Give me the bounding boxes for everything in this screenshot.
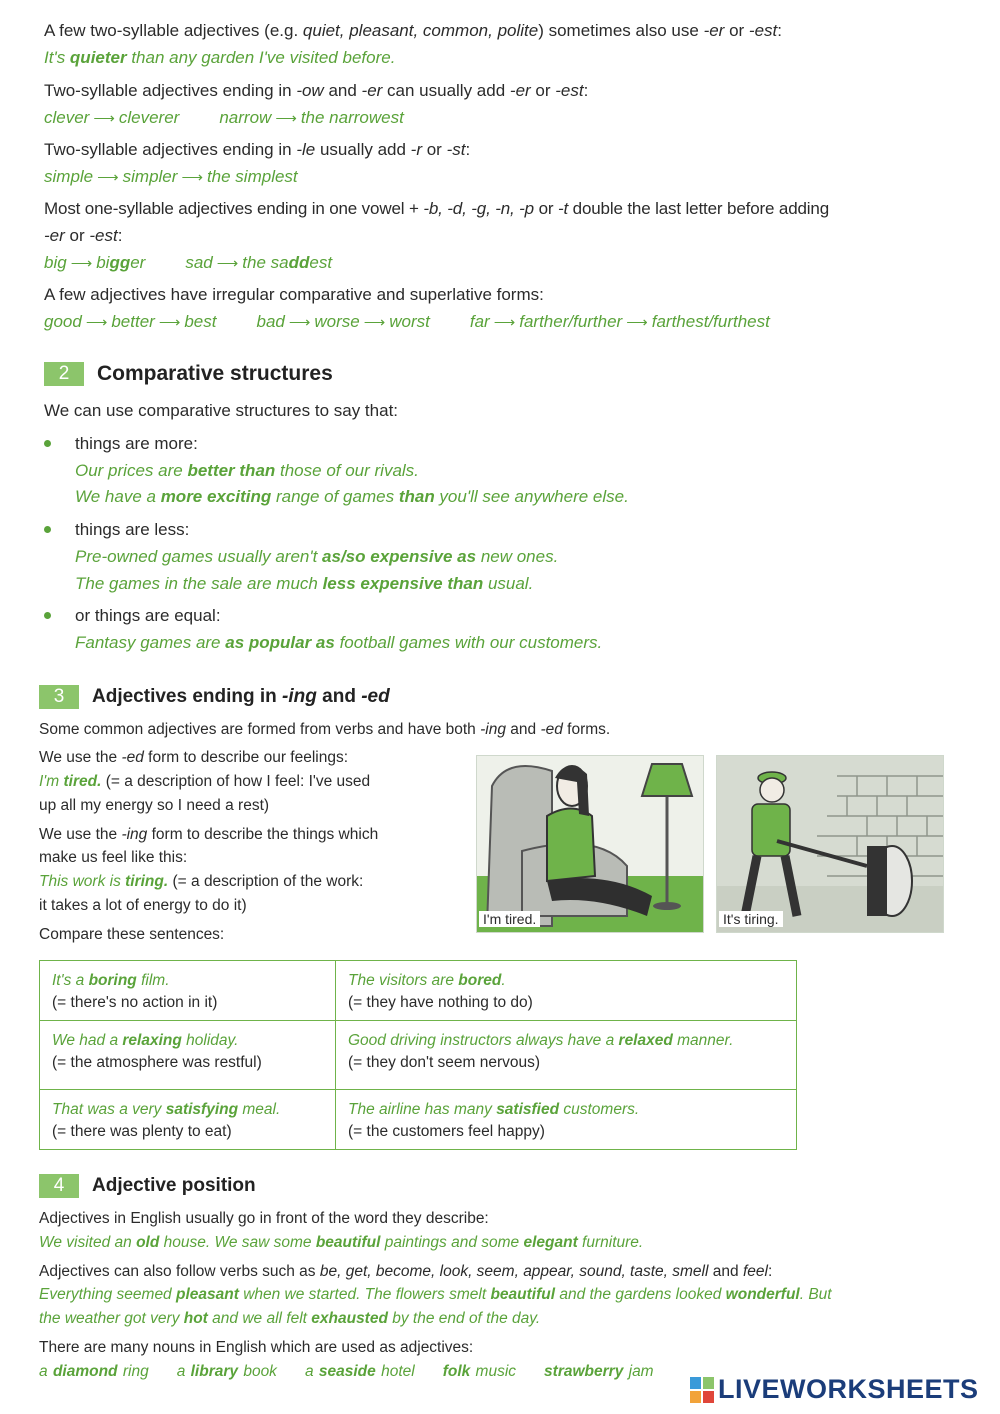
table-cell	[336, 1021, 797, 1090]
text: -est	[89, 226, 118, 245]
s3-tired-example	[39, 771, 370, 793]
example-quieter	[44, 47, 395, 69]
text: The airline has many	[348, 1101, 497, 1118]
rule-two-syllable	[44, 20, 782, 42]
example-as-expensive	[75, 546, 558, 568]
text: folk	[442, 1363, 471, 1380]
text: those of our rivals.	[275, 461, 419, 480]
arrow-icon: ⟶	[93, 110, 115, 127]
cell-explanation: (= there's no action in it)	[52, 994, 218, 1011]
text: We visited an	[39, 1234, 137, 1251]
text: :	[465, 140, 471, 159]
text: the weather got very	[39, 1310, 184, 1327]
bullet-icon	[44, 612, 51, 619]
text: -ed	[121, 749, 144, 766]
text: -t	[557, 199, 569, 218]
example-irregular	[44, 311, 770, 334]
text: form to describe our feelings:	[143, 749, 349, 766]
text: :	[117, 226, 123, 245]
arrow-icon: ⟶	[97, 169, 119, 186]
text: Most one-syllable adjectives ending in one vowel +	[44, 199, 424, 218]
text: jam	[623, 1363, 654, 1380]
text: That was a very	[52, 1101, 166, 1118]
arrow-icon: ⟶	[275, 110, 297, 127]
text: or	[422, 140, 447, 159]
text: and	[708, 1263, 743, 1280]
text: the narrowest	[300, 108, 404, 127]
table-row	[40, 961, 797, 1021]
text: est	[309, 253, 333, 272]
text: dd	[288, 253, 310, 272]
section-title: Comparative structures	[97, 362, 333, 385]
text: The games in the sale are much	[75, 574, 323, 593]
text: furniture.	[577, 1234, 644, 1251]
text: and we all felt	[207, 1310, 312, 1327]
text: -st	[446, 140, 466, 159]
example-noun-adjectives	[39, 1361, 654, 1383]
text: I'm	[39, 773, 64, 790]
text: Adjectives can also follow verbs such as	[39, 1263, 320, 1280]
cell-explanation: (= there was plenty to eat)	[52, 1123, 232, 1140]
text: This work is	[39, 873, 126, 890]
text: holiday.	[181, 1032, 239, 1049]
text: by the end of the day.	[387, 1310, 541, 1327]
liveworksheets-logo-icon	[690, 1377, 714, 1403]
s4-rule-front: Adjectives in English usually go in front of the word they describe:	[39, 1210, 489, 1227]
example-as-popular	[75, 632, 602, 654]
text: clever	[44, 108, 90, 127]
text: -er	[703, 21, 725, 40]
cell-explanation: (= they don't seem nervous)	[348, 1054, 541, 1071]
s2-bullet-equal: or things are equal:	[75, 606, 221, 625]
example-better-than	[75, 460, 419, 482]
text: tired.	[63, 773, 102, 790]
text: and	[316, 686, 362, 707]
text: than	[398, 487, 435, 506]
arrow-icon: ⟶	[85, 314, 108, 331]
text: er	[130, 253, 146, 272]
text: It's a	[52, 972, 89, 989]
text: simpler	[122, 167, 178, 186]
text: meal.	[238, 1101, 281, 1118]
text: relaxed	[618, 1032, 673, 1049]
text: new ones.	[476, 547, 559, 566]
text: .	[501, 972, 506, 989]
text: (= a description of how I feel: I've used	[101, 773, 371, 790]
s3-tired-explanation: up all my energy so I need a rest)	[39, 797, 270, 814]
text: far	[469, 312, 490, 331]
text: customers.	[559, 1101, 640, 1118]
text: forms.	[562, 721, 611, 738]
tired-woman-icon	[477, 756, 703, 932]
text: -le	[296, 140, 316, 159]
text: hot	[183, 1310, 208, 1327]
text: or	[530, 81, 556, 100]
text: -er	[44, 226, 65, 245]
text: quieter	[69, 48, 127, 67]
s3-tiring-example	[39, 871, 363, 893]
table-cell	[40, 1021, 336, 1090]
caption-tiring: It's tiring.	[719, 911, 783, 927]
text: boring	[88, 972, 137, 989]
text: worst	[389, 312, 430, 331]
text: Some common adjectives are formed from verbs and have both	[39, 721, 481, 738]
text: the simplest	[206, 167, 298, 186]
example-clever	[44, 107, 404, 130]
rule-one-syllable	[44, 198, 829, 220]
text: ring	[117, 1363, 149, 1380]
text: Our prices are	[75, 461, 188, 480]
text: hotel	[375, 1363, 415, 1380]
arrow-icon: ⟶	[363, 314, 386, 331]
rule-irregular: A few adjectives have irregular comparative and superlative forms:	[44, 285, 544, 304]
text: -est	[555, 81, 584, 100]
caption-tired: I'm tired.	[479, 911, 540, 927]
text: elegant	[523, 1234, 578, 1251]
arrow-icon: ⟶	[493, 314, 516, 331]
text: It's	[44, 48, 70, 67]
text: or	[64, 226, 90, 245]
text: usually add	[315, 140, 411, 159]
text: be, get, become, look, seem, appear, sound, taste, smell	[319, 1263, 709, 1280]
text: -ing	[121, 826, 148, 843]
text: double the last letter before adding	[568, 199, 830, 218]
arrow-icon: ⟶	[181, 169, 203, 186]
example-more-exciting	[75, 486, 629, 508]
text: quiet, pleasant, common, polite	[302, 21, 539, 40]
text: Two-syllable adjectives ending in	[44, 140, 297, 159]
text: beautiful	[490, 1286, 556, 1303]
text: -b, -d, -g, -n, -p	[423, 199, 534, 218]
text: Fantasy games are	[75, 633, 226, 652]
text: -er	[509, 81, 531, 100]
text: Two-syllable adjectives ending in	[44, 81, 297, 100]
section-number: 2	[44, 362, 84, 386]
text: and the gardens looked	[555, 1286, 726, 1303]
text: seaside	[318, 1363, 376, 1380]
text: form to describe the things which	[147, 826, 379, 843]
text: We have a	[75, 487, 161, 506]
rule-le	[44, 139, 470, 161]
text: -ed	[361, 686, 390, 707]
text: a	[39, 1363, 53, 1380]
text: a	[304, 1363, 319, 1380]
text: paintings and some	[380, 1234, 524, 1251]
s2-intro: We can use comparative structures to say that:	[44, 401, 399, 420]
tiring-work-icon	[717, 756, 943, 932]
s4-rule-nouns: There are many nouns in English which are used as adjectives:	[39, 1339, 474, 1356]
tiring-work-illustration	[716, 755, 944, 933]
text: farthest/furthest	[651, 312, 770, 331]
cell-example	[52, 1030, 323, 1052]
s2-bullet-more: things are more:	[75, 434, 198, 453]
text: bored	[458, 972, 502, 989]
text: -er	[361, 81, 383, 100]
text: as popular as	[225, 633, 335, 652]
text: :	[767, 1263, 773, 1280]
section-3-heading	[39, 685, 390, 709]
text: more exciting	[160, 487, 272, 506]
arrow-icon: ⟶	[70, 255, 93, 272]
s3-ing-rule	[39, 824, 378, 846]
text: Good driving instructors always have a	[348, 1032, 619, 1049]
text: ) sometimes also use	[538, 21, 704, 40]
text: cleverer	[118, 108, 180, 127]
text: satisfying	[165, 1101, 239, 1118]
text: A few two-syllable adjectives (e.g.	[44, 21, 303, 40]
bullet-icon	[44, 526, 51, 533]
section-title	[92, 686, 390, 708]
section-title: Adjective position	[92, 1175, 256, 1196]
text: Adjectives ending in	[92, 686, 283, 707]
cell-example	[348, 970, 784, 992]
rule-ow-er	[44, 80, 588, 102]
text: beautiful	[315, 1234, 381, 1251]
text: gg	[109, 253, 131, 272]
text: tiring.	[125, 873, 169, 890]
s2-bullet-less: things are less:	[75, 520, 190, 539]
section-4-heading	[39, 1174, 256, 1198]
text: satisfied	[496, 1101, 560, 1118]
logo-text: LIVEWORKSHEETS	[718, 1374, 979, 1404]
text: best	[184, 312, 217, 331]
text: bad	[256, 312, 285, 331]
text: worse	[314, 312, 360, 331]
cell-explanation: (= they have nothing to do)	[348, 994, 533, 1011]
text: -ow	[296, 81, 324, 100]
text: and	[323, 81, 362, 100]
example-pleasant	[39, 1284, 832, 1306]
arrow-icon: ⟶	[216, 255, 239, 272]
s3-ing-rule-cont: make us feel like this:	[39, 849, 188, 866]
text: manner.	[672, 1032, 734, 1049]
text: when we started. The flowers smelt	[238, 1286, 491, 1303]
text: strawberry	[544, 1363, 624, 1380]
text: Everything seemed	[39, 1286, 176, 1303]
text: (= a description of the work:	[168, 873, 364, 890]
s3-tiring-explanation: it takes a lot of energy to do it)	[39, 897, 247, 914]
example-hot	[39, 1308, 540, 1330]
text: simple	[44, 167, 94, 186]
text: house. We saw some	[159, 1234, 316, 1251]
table-row	[40, 1021, 797, 1090]
cell-explanation: (= the customers feel happy)	[348, 1123, 545, 1140]
cell-explanation: (= the atmosphere was restful)	[52, 1054, 262, 1071]
ing-ed-comparison-table	[39, 960, 797, 1150]
text: diamond	[52, 1363, 118, 1380]
text: or	[534, 199, 558, 218]
text: music	[470, 1363, 517, 1380]
text: -r	[410, 140, 422, 159]
text: farther/further	[519, 312, 623, 331]
text: film.	[136, 972, 170, 989]
bullet-icon	[44, 440, 51, 447]
text: or	[724, 21, 749, 40]
text: a	[176, 1363, 191, 1380]
example-less-expensive	[75, 573, 533, 595]
cell-example	[52, 1099, 323, 1121]
text: Pre-owned games usually aren't	[75, 547, 323, 566]
arrow-icon: ⟶	[288, 314, 311, 331]
text: the sa	[242, 253, 289, 272]
table-row	[40, 1090, 797, 1150]
text: can usually add	[382, 81, 510, 100]
rule-one-syllable-cont	[44, 225, 122, 247]
example-simple	[44, 166, 298, 189]
text: than any garden I've visited before.	[126, 48, 396, 67]
text: usual.	[483, 574, 534, 593]
text: less expensive than	[322, 574, 484, 593]
text: bi	[96, 253, 110, 272]
text: pleasant	[176, 1286, 239, 1303]
text: -est	[748, 21, 778, 40]
table-cell	[336, 1090, 797, 1150]
text: as/so expensive as	[322, 547, 477, 566]
text: better	[111, 312, 155, 331]
text: We use the	[39, 749, 122, 766]
section-number: 4	[39, 1174, 79, 1198]
cell-example	[348, 1030, 784, 1052]
text: -ing	[282, 686, 317, 707]
text: -ed	[540, 721, 563, 738]
cell-example	[348, 1099, 784, 1121]
text: sad	[185, 253, 213, 272]
text: good	[44, 312, 82, 331]
section-2-heading	[44, 362, 333, 386]
text: big	[44, 253, 67, 272]
table-cell	[336, 961, 797, 1021]
text: narrow	[219, 108, 272, 127]
arrow-icon: ⟶	[158, 314, 181, 331]
text: range of games	[271, 487, 399, 506]
text: old	[136, 1234, 160, 1251]
text: We use the	[39, 826, 122, 843]
text: relaxing	[122, 1032, 182, 1049]
arrow-icon: ⟶	[626, 314, 648, 331]
text: you'll see anywhere else.	[434, 487, 629, 506]
text: exhausted	[311, 1310, 388, 1327]
tired-woman-illustration	[476, 755, 704, 933]
s3-ed-rule	[39, 747, 348, 769]
s4-rule-verbs	[39, 1261, 772, 1283]
text: We had a	[52, 1032, 123, 1049]
text: football games with our customers.	[334, 633, 603, 652]
text: feel	[742, 1263, 768, 1280]
text: library	[190, 1363, 239, 1380]
text: wonderful	[725, 1286, 800, 1303]
s3-intro	[39, 719, 610, 741]
section-number: 3	[39, 685, 79, 709]
text: -ing	[480, 721, 506, 738]
table-cell	[40, 1090, 336, 1150]
text: . But	[799, 1286, 832, 1303]
text: and	[505, 721, 541, 738]
example-big	[44, 252, 332, 275]
text: :	[583, 81, 589, 100]
text: The visitors are	[348, 972, 459, 989]
table-cell	[40, 961, 336, 1021]
example-old-house	[39, 1232, 643, 1254]
liveworksheets-logo[interactable]	[690, 1374, 979, 1405]
text: :	[777, 21, 782, 40]
cell-example	[52, 970, 323, 992]
s3-compare: Compare these sentences:	[39, 926, 225, 943]
text: book	[238, 1363, 277, 1380]
text: better than	[187, 461, 276, 480]
